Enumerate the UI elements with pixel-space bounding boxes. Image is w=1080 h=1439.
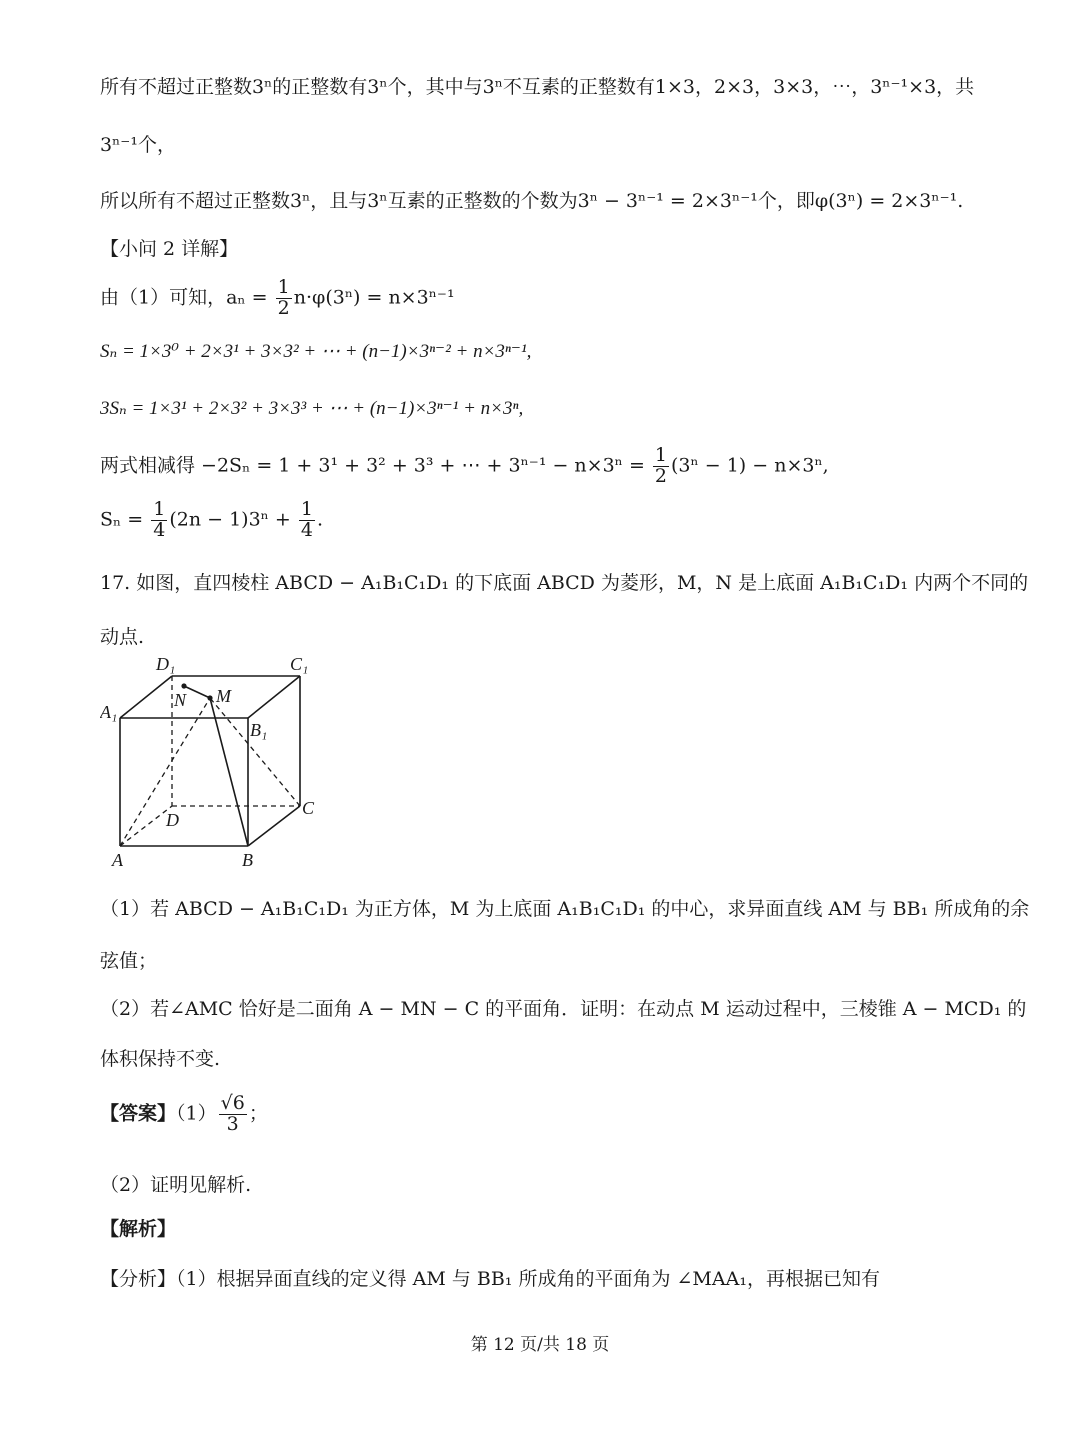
intro-line-2: 3ⁿ⁻¹个， (100, 134, 176, 156)
label-d1: D₁ (156, 654, 176, 674)
derivation-line-5-prefix: Sₙ = (100, 508, 150, 531)
q2-heading: 【小问 2 详解】 (100, 238, 239, 260)
analysis-line: 【分析】（1）根据异面直线的定义得 AM 与 BB₁ 所成角的平面角为 ∠MAA₁，再根据已知有 (100, 1268, 880, 1290)
derivation-line-3: 3Sₙ = 1×3¹ + 2×3² + 3×3³ + ⋯ + (n−1)×3ⁿ⁻¹ + n×3ⁿ, (100, 398, 524, 419)
fraction-denominator: 2 (277, 296, 290, 319)
problem-17-line-2: 动点. (100, 626, 145, 648)
question-1-line-1: （1）若 ABCD − A₁B₁C₁D₁ 为正方体，M 为上底面 A₁B₁C₁D₁ 的中心，求异面直线 AM 与 BB₁ 所成角的余 (100, 898, 1030, 920)
derivation-line-5-middle: (2n − 1)3ⁿ + (169, 508, 297, 531)
label-d: D (166, 810, 179, 830)
derivation-line-5 (100, 500, 323, 541)
derivation-line-1-suffix: n·φ(3ⁿ) = n×3ⁿ⁻¹ (293, 286, 455, 309)
label-m: M (216, 686, 231, 706)
derivation-line-4-prefix: 两式相减得 −2Sₙ = 1 + 3¹ + 3² + 3³ + ⋯ + 3ⁿ⁻¹ − n×3ⁿ = (100, 454, 651, 477)
edge-bc (248, 806, 300, 846)
fraction-denominator: 3 (226, 1112, 239, 1135)
segment-nm (184, 686, 210, 698)
derivation-line-4 (100, 446, 829, 487)
fraction-half-2 (653, 446, 669, 487)
fraction-denominator: 4 (300, 518, 313, 541)
question-1-line-2: 弦值； (100, 950, 158, 972)
label-n: N (174, 690, 187, 710)
segment-am-hidden (120, 698, 210, 846)
question-2-line-1: （2）若∠AMC 恰好是二面角 A − MN − C 的平面角．证明：在动点 M 运动过程中，三棱锥 A − MCD₁ 的 (100, 998, 1027, 1020)
derivation-line-5-suffix: . (316, 508, 324, 531)
fraction-numerator: √6 (220, 1092, 245, 1114)
fraction-numerator: 1 (654, 444, 667, 466)
problem-17-line-1: 17. 如图，直四棱柱 ABCD − A₁B₁C₁D₁ 的下底面 ABCD 为菱形，M，N 是上底面 A₁B₁C₁D₁ 内两个不同的 (100, 572, 1029, 594)
prism-figure (100, 652, 340, 872)
fraction-quarter-2 (299, 500, 315, 541)
derivation-line-1-prefix: 由（1）可知，aₙ = (100, 286, 274, 309)
derivation-line-2: Sₙ = 1×3⁰ + 2×3¹ + 3×3² + ⋯ + (n−1)×3ⁿ⁻² + n×3ⁿ⁻¹, (100, 341, 532, 362)
edge-ad-hidden (120, 806, 172, 846)
label-c1: C₁ (290, 654, 309, 674)
fraction-numerator: 1 (153, 498, 166, 520)
label-c: C (302, 798, 315, 818)
answer-part-1-suffix: ； (248, 1102, 268, 1125)
answer-label: 【答案】 (100, 1102, 177, 1125)
question-2-line-2: 体积保持不变. (100, 1048, 221, 1070)
fraction-denominator: 2 (654, 464, 667, 487)
answer-part-1-prefix: （1） (176, 1102, 217, 1125)
label-b: B (242, 850, 253, 870)
fraction-quarter (151, 500, 167, 541)
point-m (207, 695, 212, 700)
fraction-numerator: 1 (300, 498, 313, 520)
label-a: A (112, 850, 123, 870)
intro-line-1: 所有不超过正整数3ⁿ的正整数有3ⁿ个，其中与3ⁿ不互素的正整数有1×3，2×3，3×3，⋯，3ⁿ⁻¹×3，共 (100, 76, 975, 98)
answer-line-1 (100, 1094, 268, 1135)
edge-a1d1 (120, 676, 172, 718)
answer-line-2: （2）证明见解析. (100, 1174, 252, 1196)
label-b1: B₁ (250, 720, 268, 740)
derivation-line-4-suffix: (3ⁿ − 1) − n×3ⁿ, (671, 454, 829, 477)
intro-line-3: 所以所有不超过正整数3ⁿ，且与3ⁿ互素的正整数的个数为3ⁿ − 3ⁿ⁻¹ = 2×3ⁿ⁻¹个，即φ(3ⁿ) = 2×3ⁿ⁻¹. (100, 190, 964, 212)
derivation-line-1 (100, 278, 455, 319)
fraction-numerator: 1 (277, 276, 290, 298)
edge-b1c1 (248, 676, 300, 718)
answer-fraction (219, 1094, 247, 1135)
fraction-denominator: 4 (153, 518, 166, 541)
analysis-heading: 【解析】 (100, 1218, 177, 1240)
label-a1: A₁ (100, 702, 118, 722)
point-n (181, 683, 186, 688)
page-footer: 第 12 页/共 18 页 (470, 1335, 610, 1355)
fraction-half (276, 278, 292, 319)
